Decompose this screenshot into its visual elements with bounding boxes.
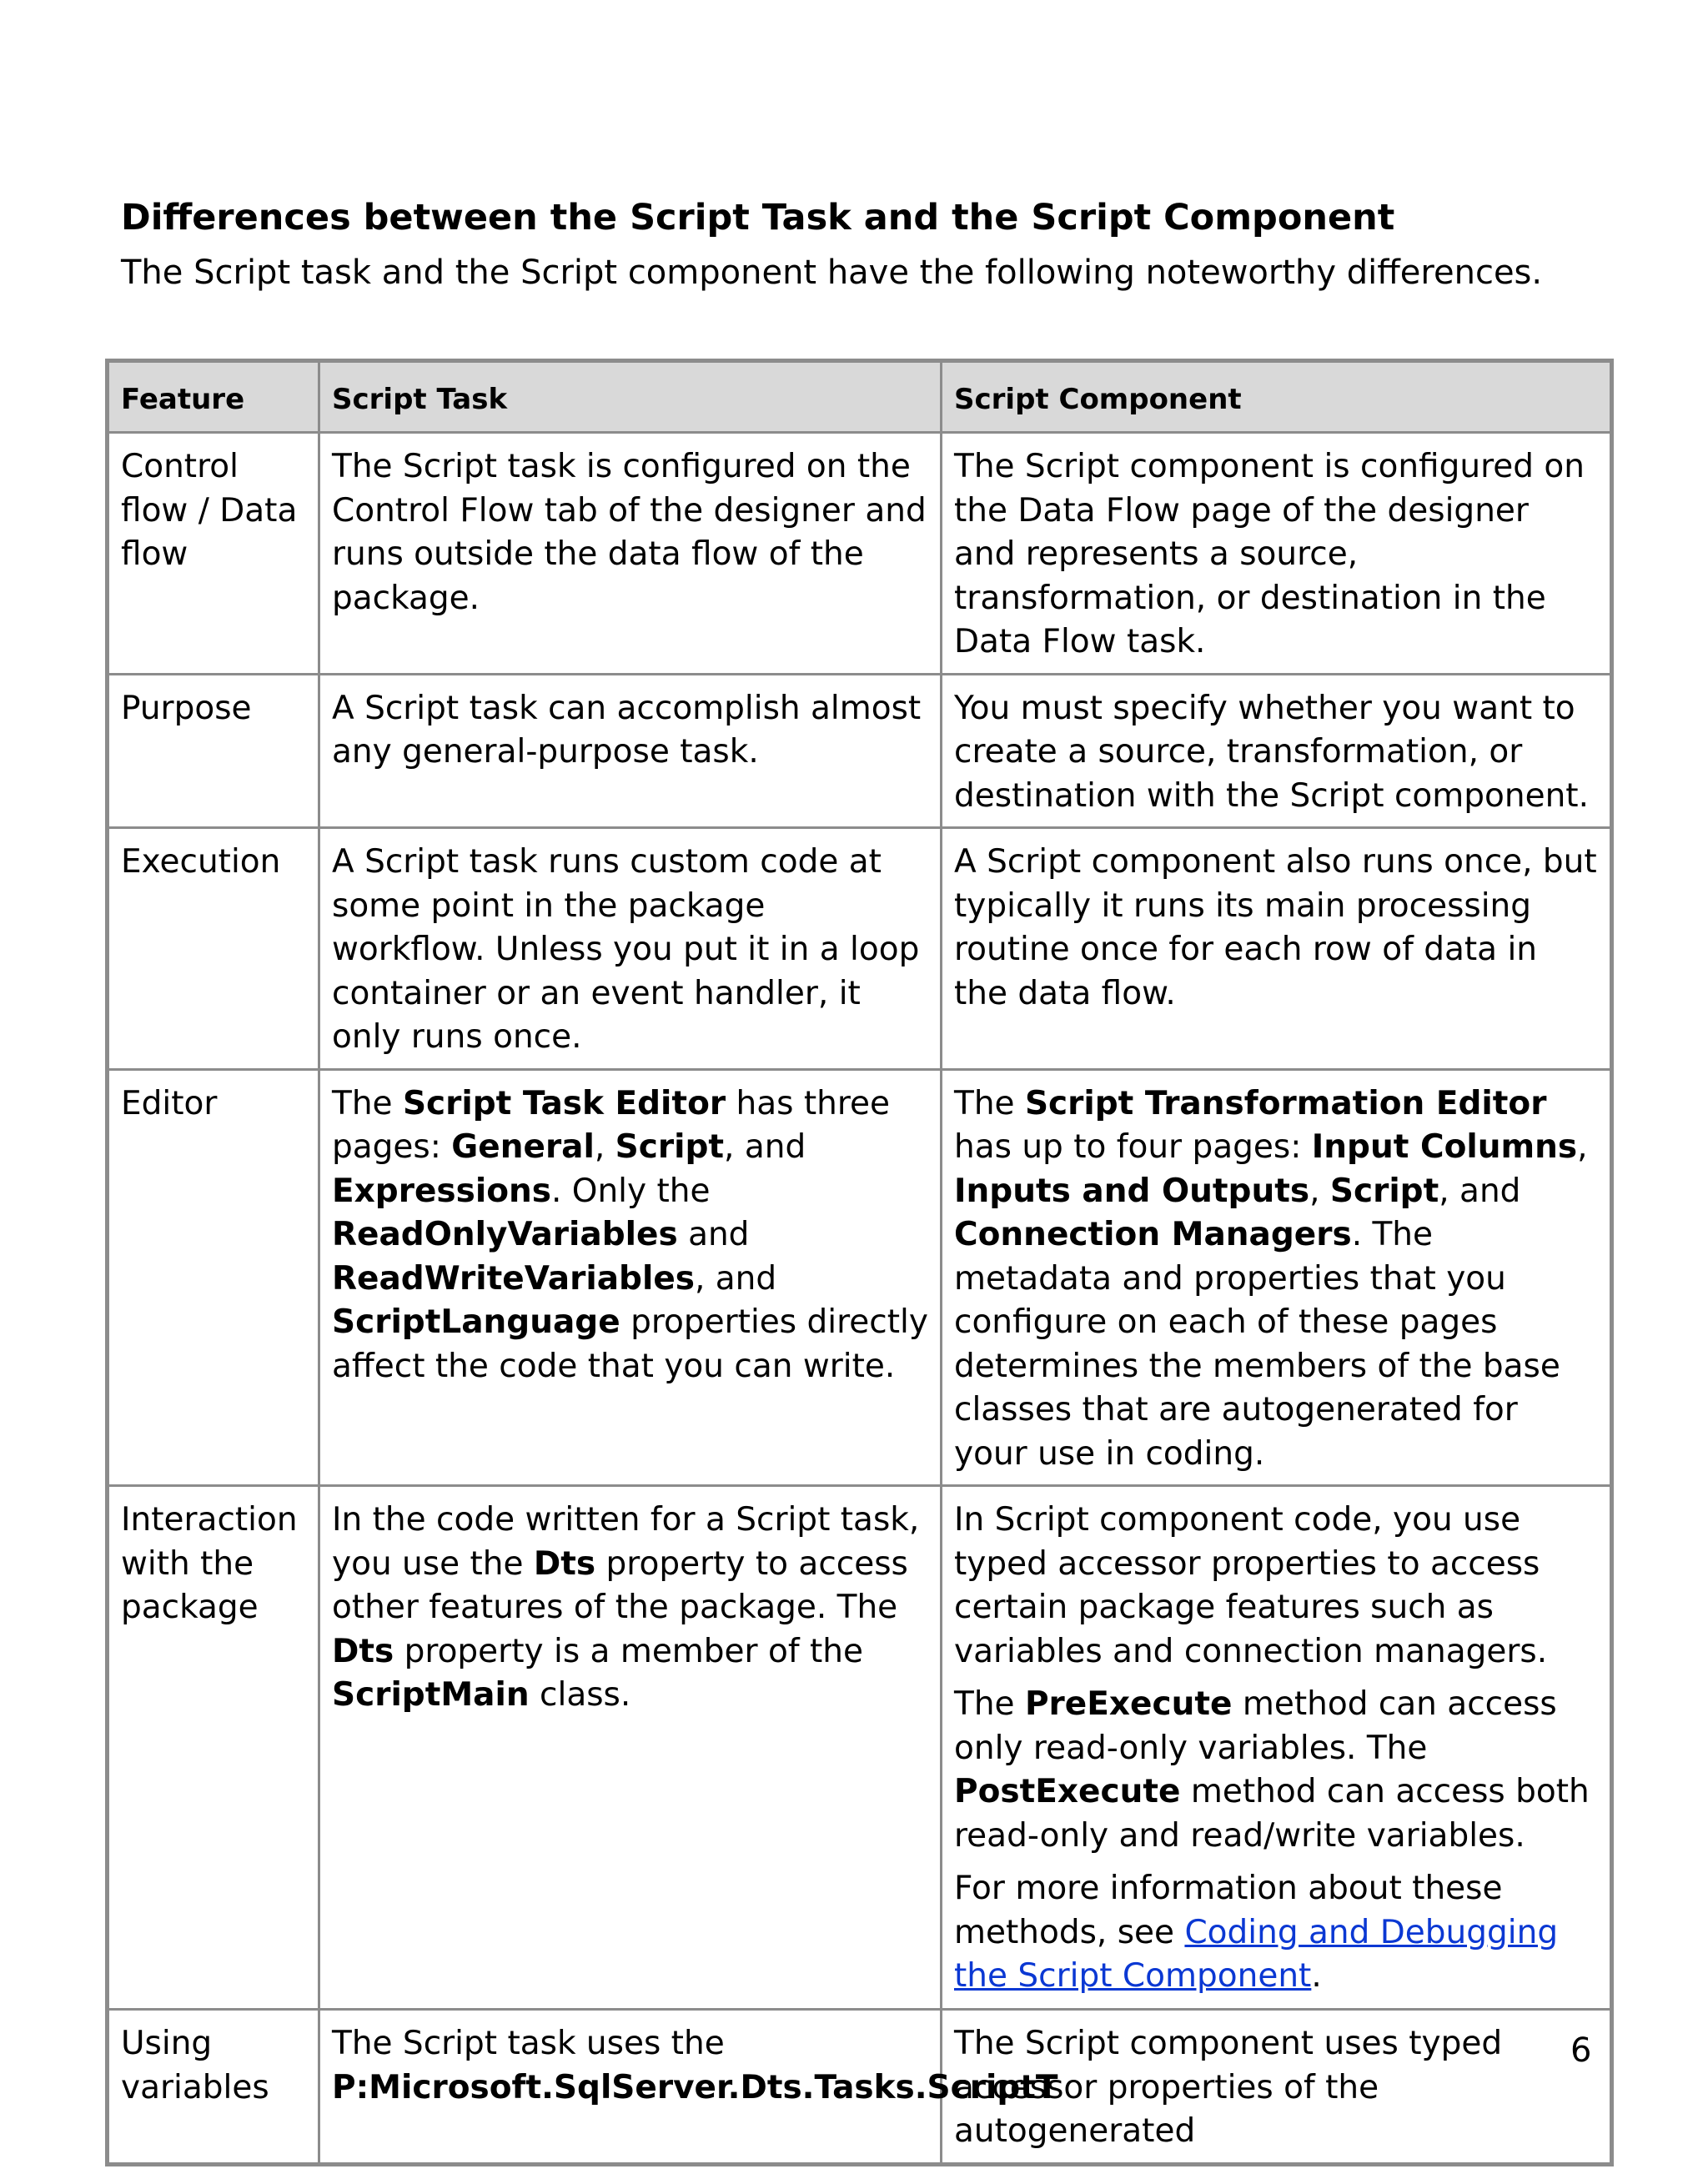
text: The Script task uses the: [332, 2025, 725, 2062]
row-task: A Script task can accomplish almost any general-purpose task.: [319, 674, 942, 828]
row-component: [942, 1069, 1612, 1486]
component-paragraph: In Script component code, you use typed accessor properties to access certain package features such as variables and connection managers.: [954, 1501, 1548, 1670]
table-row: [108, 1486, 1612, 2010]
ui-term: Inputs and Outputs: [954, 1172, 1310, 1210]
ui-term: ReadOnlyVariables: [332, 1216, 678, 1253]
row-feature: Control flow / Data flow: [108, 433, 319, 675]
table-row: [108, 674, 1612, 828]
ui-term: ScriptMain: [332, 1676, 530, 1714]
text: , and: [1439, 1172, 1521, 1210]
text: . The metadata and properties that you configure on each of these pages determines the members of the base classes that are autogenerated for your use in coding.: [954, 1216, 1560, 1473]
text: method can access both read-only and read/write variables.: [954, 1773, 1590, 1855]
ui-term: Input Columns: [1311, 1128, 1578, 1166]
text: In the code written for a Script task, you use the: [332, 1501, 920, 1583]
ui-term: Script: [615, 1128, 725, 1166]
row-task: A Script task runs custom code at some point in the package workflow. Unless you put it in a loop container or an event handler, it only runs once.: [319, 828, 942, 1070]
text: method can access only read-only variables. The: [954, 1685, 1557, 1767]
ui-term: Dts: [332, 1632, 394, 1670]
text: For more information about these methods, see: [954, 1870, 1503, 1951]
text: property to access other features of the package. The: [332, 1544, 908, 1626]
ui-term: General: [451, 1128, 595, 1166]
intro-paragraph: The Script task and the Script component have the following noteworthy differences.: [121, 254, 1543, 292]
ui-term: Connection Managers: [954, 1216, 1352, 1253]
component-paragraph: [954, 1867, 1598, 1999]
text: . Only the: [550, 1172, 711, 1210]
row-task: [319, 1486, 942, 2010]
row-component: The Script component is configured on the Data Flow page of the designer and represents a source, transformation, or destination in the Data Flow task.: [942, 433, 1612, 675]
text: The: [954, 1685, 1025, 1723]
ui-term: PreExecute: [1024, 1685, 1233, 1723]
ui-term: Dts: [533, 1544, 596, 1583]
text: , and: [724, 1128, 806, 1166]
row-feature: Purpose: [108, 674, 319, 828]
table-row: [108, 433, 1612, 675]
text: ,: [1577, 1128, 1588, 1166]
row-component: A Script component also runs once, but typically it runs its main processing routine once for each row of data in the data flow.: [942, 828, 1612, 1070]
table-row: [108, 1069, 1612, 1486]
ui-term: P:Microsoft.SqlServer.Dts.Tasks.ScriptT: [332, 2068, 1058, 2106]
ui-term: PostExecute: [954, 1773, 1181, 1810]
text: The: [332, 1084, 403, 1122]
row-feature: Using variables: [108, 2010, 319, 2165]
section-heading: Differences between the Script Task and the Script Component: [121, 197, 1395, 238]
text: has up to four pages:: [954, 1128, 1312, 1166]
row-feature: Interaction with the package: [108, 1486, 319, 2010]
ui-term: Script Task Editor: [402, 1084, 726, 1122]
row-feature: Editor: [108, 1069, 319, 1486]
row-component: You must specify whether you want to create a source, transformation, or destination with the Script component.: [942, 674, 1612, 828]
coding-debugging-link[interactable]: Coding and Debugging the Script Component: [954, 1913, 1559, 1995]
ui-term: ReadWriteVariables: [332, 1259, 695, 1298]
text: .: [1311, 1957, 1322, 1995]
header-script-task: Script Task: [319, 361, 942, 433]
table-row: [108, 828, 1612, 1070]
row-component: [942, 1486, 1612, 2010]
row-feature: Execution: [108, 828, 319, 1070]
header-feature: Feature: [108, 361, 319, 433]
page-number: 6: [1570, 2031, 1592, 2070]
row-task: [319, 2010, 1058, 2165]
header-script-component: Script Component: [942, 361, 1612, 433]
ui-term: Script Transformation Editor: [1024, 1084, 1547, 1122]
comparison-table: [105, 359, 1614, 2166]
text: property is a member of the: [394, 1632, 863, 1670]
text: properties directly affect the code that you can write.: [332, 1303, 928, 1385]
text: The: [954, 1084, 1025, 1122]
ui-term: Expressions: [332, 1172, 551, 1210]
component-paragraph: [954, 1683, 1598, 1858]
ui-term: Script: [1329, 1172, 1439, 1210]
text: ,: [1309, 1172, 1330, 1210]
text: has three pages:: [332, 1084, 891, 1166]
table-header-row: [108, 361, 1612, 433]
row-component: The Script component uses typed accessor properties of the autogenerated: [942, 2010, 1612, 2165]
row-task: [319, 1069, 942, 1486]
row-task: The Script task is configured on the Control Flow tab of the designer and runs outside the data flow of the package.: [319, 433, 942, 675]
table-row: [108, 2010, 1612, 2165]
text: class.: [529, 1676, 631, 1714]
text: and: [677, 1216, 750, 1253]
text: ,: [594, 1128, 615, 1166]
text: , and: [694, 1259, 777, 1298]
ui-term: ScriptLanguage: [332, 1303, 620, 1341]
